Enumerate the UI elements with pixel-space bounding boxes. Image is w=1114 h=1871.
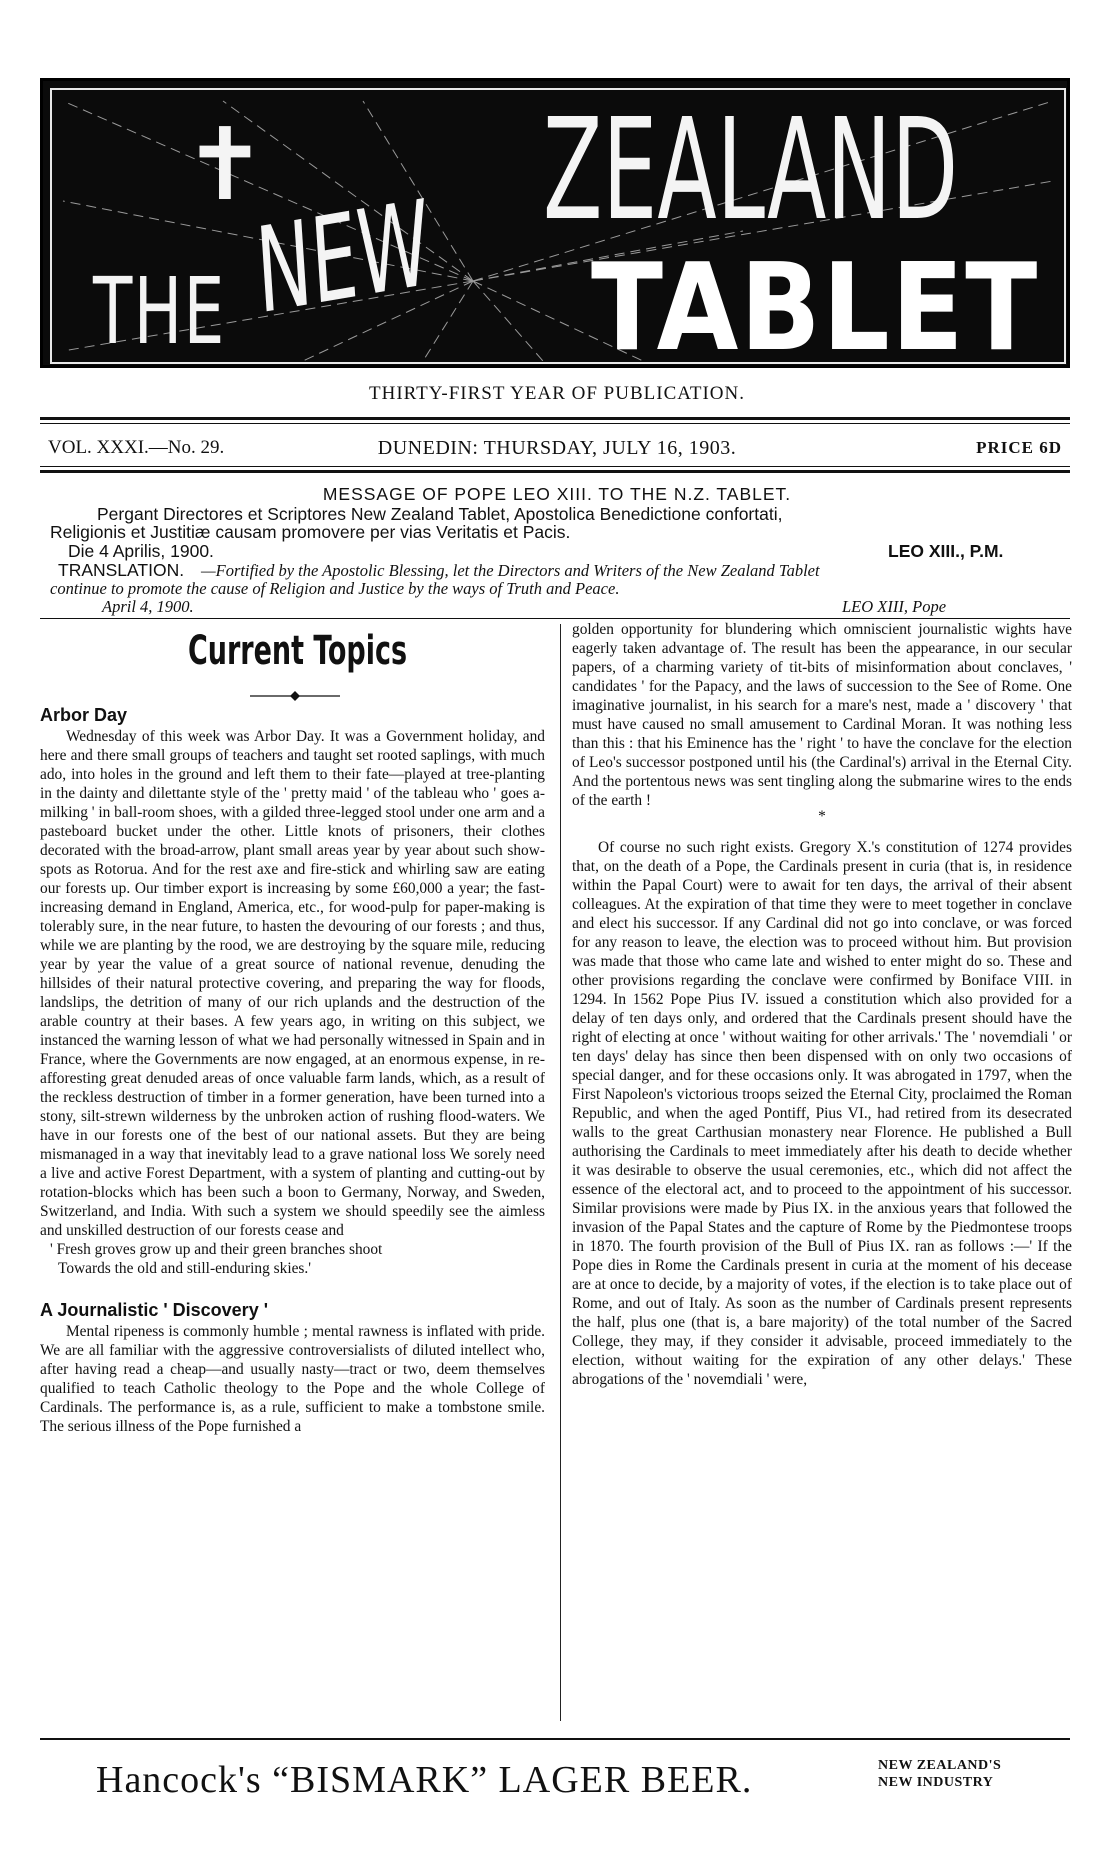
pope-message-heading: MESSAGE OF POPE LEO XIII. TO THE N.Z. TABLET.: [322, 484, 792, 504]
advertisement-side: [878, 1757, 1001, 1791]
advertisement-side-line-2: NEW INDUSTRY: [878, 1775, 994, 1790]
rule-message: [40, 618, 1070, 619]
arbor-day-heading: Arbor Day: [40, 705, 128, 725]
latin-line-1: Pergant Directores et Scriptores New Zealand Tablet, Apostolica Benedictione confortati,: [97, 504, 783, 524]
right-column: [572, 620, 1072, 1389]
latin-line-2: Religionis et Justitiæ causam promovere per vias Veritatis et Pacis.: [50, 522, 571, 542]
translation-signature: LEO XIII, Pope: [842, 597, 947, 616]
publication-line: THIRTY-FIRST YEAR OF PUBLICATION.: [369, 383, 745, 404]
section-title: Current Topics: [187, 628, 408, 674]
dateline: DUNEDIN: THURSDAY, JULY 16, 1903.: [377, 437, 737, 459]
rule-top-thin: [40, 423, 1070, 424]
masthead-the: THE: [93, 258, 226, 365]
ornament-divider: [250, 690, 340, 702]
translation-line-1: —Fortified by the Apostolic Blessing, let the Directors and Writers of the New Zealand Tablet: [201, 561, 820, 580]
journalistic-paragraph-left: Mental ripeness is commonly humble ; mental rawness is inflated with pride. We are all familiar with the aggressive controversialists of diluted intellect who, after having read a cheap—and usually nasty—tract or two, deem themselves qualified to teach Catholic theology to the Pope and the whole College of Cardinals. The performance is, as a rule, sufficient to make a tombstone smile. The serious illness of the Pope furnished a: [40, 1323, 545, 1435]
price: PRICE 6D: [976, 438, 1062, 457]
rule-mid-thin: [40, 466, 1070, 467]
translation-date: April 4, 1900.: [102, 597, 194, 616]
rule-footer: [40, 1738, 1070, 1740]
translation-label: TRANSLATION.: [58, 560, 185, 580]
advertisement-main: Hancock's “BISMARK” LAGER BEER.: [96, 1759, 753, 1801]
left-column: [40, 703, 545, 1436]
masthead-tablet: TABLET: [591, 239, 1040, 368]
masthead-new: NEW: [252, 173, 434, 341]
rule-top-thick: [40, 417, 1070, 420]
translation-line-2: continue to promote the cause of Religion and Justice by the ways of Truth and Peace.: [50, 579, 620, 598]
journalistic-discovery-heading: A Journalistic ' Discovery ': [40, 1300, 268, 1320]
volume-number: VOL. XXXI.—No. 29.: [48, 437, 225, 458]
latin-date: Die 4 Aprilis, 1900.: [68, 541, 214, 561]
poem-line-1: ' Fresh groves grow up and their green branches shoot: [50, 1241, 383, 1258]
cross-icon: ✝: [183, 106, 267, 223]
rule-mid-thick: [40, 470, 1070, 473]
journalistic-paragraph-2: Of course no such right exists. Gregory X.'s constitution of 1274 provides that, on the death of a Pope, the Cardinals present in curia (that is, in residence within the Papal Court) were to await for ten days, the arrival of their absent colleagues. At the expiration of that time they were to meet together in conclave and elect his successor. If any Cardinal did not go into conclave, or was forced for any reason to leave, the election was to proceed without him. But provision was made that those who came late and wished to enter might do so. These and other provisions regarding the conclave were confirmed by Boniface VIII. in 1294. In 1562 Pope Pius IV. issued a constitution which also provided for a delay of ten days only, and ordered that the Cardinals present should have the right of electing at once ' without waiting for other arrivals.' The ' novemdiali ' or ten days' delay has since then been dispensed with on only two occasions of special danger, and for these occasions only. It was abrogated in 1797, when the First Napoleon's victorious troops seized the Eternal City, proclaimed the Roman Republic, and when the aged Pontiff, Pius VI., had retired from its desecrated walls to the great Carthusian monastery near Florence. He published a Bull authorising the Cardinals to meet immediately after his death to decide whether it was desirable to observe the usual ceremonies, etc., which did not affect the essence of the electoral act, and to proceed to the appointment of his successor. Similar provisions were made by Pius IX. in the anxious years that followed the invasion of the Papal States and the capture of Rome by the Piedmontese troops in 1870. The fourth provision of the Bull of Pius IX. ran as follows :—' If the Pope dies in Rome the Cardinals present in curia at the moment of his decease are at once to decide, by a majority of votes, if the election is to take place out of Rome, and out of Italy. As soon as the number of Cardinals present represents the half, plus one (that is, a bare majority) of the total number of the Sacred College, they may, if they consider it advisable, proceed immediately to the election, without waiting for the expiration of any other delays.' These abrogations of the ' novemdiali ' were,: [572, 839, 1072, 1388]
separator-star: *: [818, 808, 826, 825]
masthead-zealand: ZEALAND: [543, 89, 959, 252]
masthead: [40, 78, 1070, 368]
journalistic-paragraph-right: golden opportunity for blundering which omniscient journalistic wights have eagerly taken advantage of. The result has been the appearance, in our secular papers, of a charming variety of tit-bits of misinformation about conclaves, ' candidates ' for the Papacy, and the laws of succession to the See of Rome. One imaginative journalist, in his search for a mare's nest, made a ' discovery ' that must have caused no small amusement to Cardinal Moran. It was nothing less than this : that his Eminence has the ' right ' to have the conclave for the election of Leo's successor postponed until his (the Cardinal's) arrival in the Eternal City. And the portentous news was sent tingling along the submarine wires to the ends of the earth !: [572, 621, 1072, 809]
poem-line-2: Towards the old and still-enduring skies.': [58, 1260, 312, 1277]
latin-signature: LEO XIII., P.M.: [888, 541, 1004, 561]
advertisement-side-line-1: NEW ZEALAND'S: [878, 1758, 1002, 1773]
arbor-day-paragraph: Wednesday of this week was Arbor Day. It was a Government holiday, and here and there small groups of teachers and taught set rooted saplings, with much ado, into holes in the ground and left them to their fate—played at tree-planting in the dainty and dilettante style of the ' pretty maid ' of the tableau who ' goes a-milking ' in ball-room shoes, with a gilded three-legged stool under one arm and a pasteboard bucket under the other. Little knots of prisoners, their clothes decorated with the broad-arrow, plant small areas year by year about such show-spots as Rotorua. And for the rest axe and fire-stick and whirling saw are eating our forests up. Our timber export is increasing by some £60,000 a year; the fast-increasing demand in England, America, etc., for wood-pulp for paper-making is tolerably sure, in the near future, to hasten the devouring of our forests ; and thus, while we are planting by the rood, we are destroying by the square mile, reducing year by year the value of a great source of national revenue, denuding the hillsides of their natural protective covering, and preparing the way for floods, landslips, the detrition of many of our rich uplands and the destruction of the arable country at their bases. A few years ago, in writing on this subject, we instanced the warning lesson of what we had personally witnessed in Spain and in France, where the Governments are now engaged, at an enormous expense, in re-afforesting great denuded areas of once valuable farm lands, which, as a result of the reckless destruction of timber in a former generation, have been turned into a stony, silt-strewn wilderness by the unbroken action of rushing flood-waters. We have in our forests one of the best of our national assets. But they are being mismanaged in a way that inevitably lead to a grave national loss We sorely need a live and active Forest Department, with a system of planting and cutting-out by rotation-blocks which has been such a boon to Germany, Norway, and Sweden, Switzerland, and India. With such a system we should speedily see the aimless and unskilled destruction of our forests cease and: [40, 728, 545, 1239]
column-rule: [560, 624, 561, 1721]
